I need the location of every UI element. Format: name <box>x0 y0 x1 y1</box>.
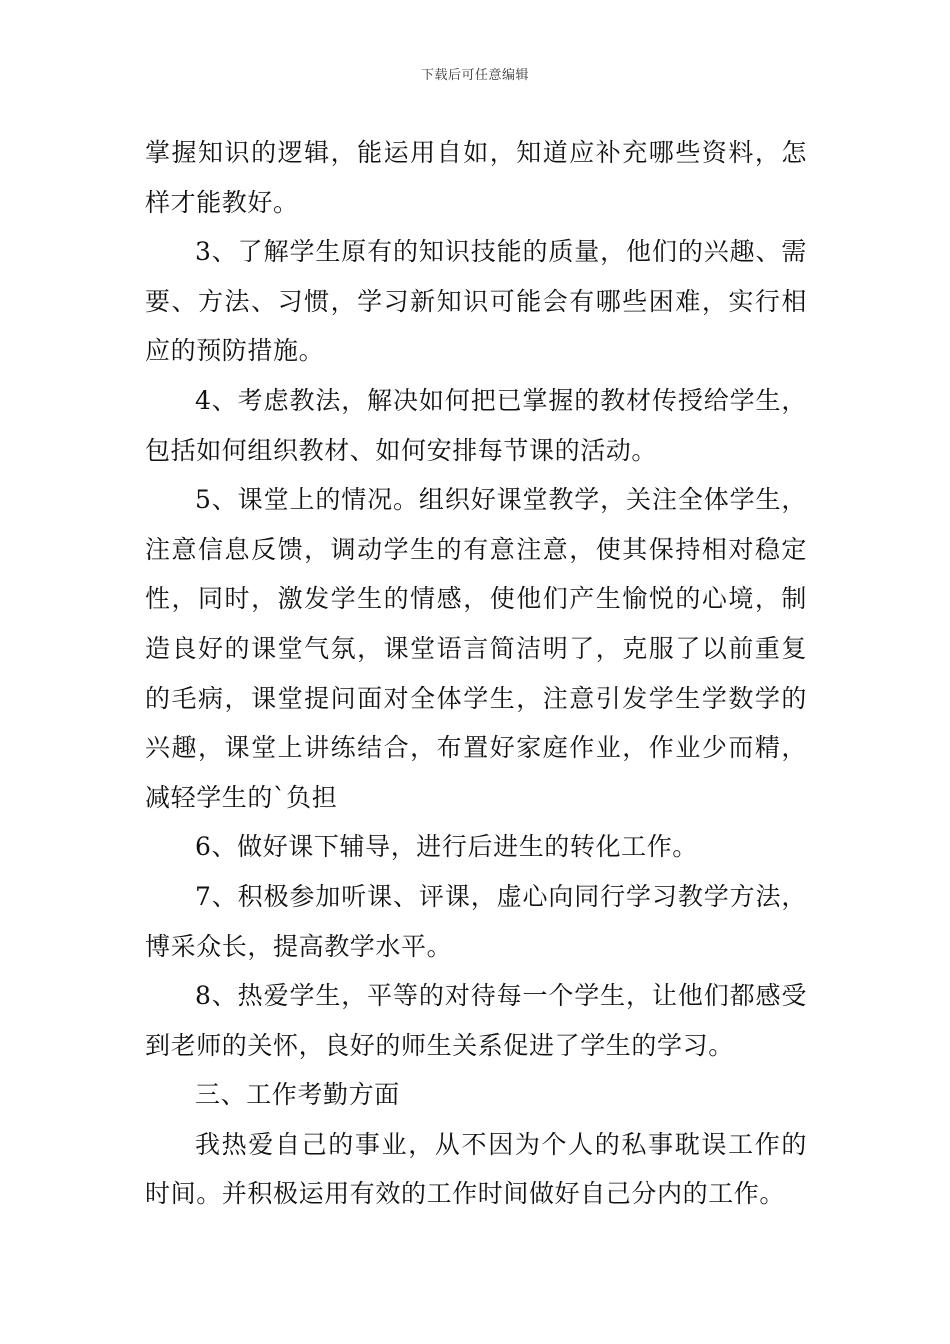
paragraph-item-5: 5、课堂上的情况。组织好课堂教学，关注全体学生，注意信息反馈，调动学生的有意注意，使其保持相对稳定性，同时，激发学生的情感，使他们产生愉悦的心境，制造良好的课堂气氛，课堂语言简洁明了，克服了以前重复的毛病，课堂提问面对全体学生，注意引发学生学数学的兴趣，课堂上讲练结合，布置好家庭作业，作业少而精，减轻学生的`负担 <box>145 485 807 812</box>
paragraph-item-6: 6、做好课下辅导，进行后进生的转化工作。 <box>195 832 698 862</box>
paragraph-item-7: 7、积极参加听课、评课，虚心向同行学习教学方法，博采众长，提高教学水平。 <box>145 881 807 961</box>
paragraph-item-4: 4、考虑教法，解决如何把已掌握的教材传授给学生，包括如何组织教材、如何安排每节课的活动。 <box>145 385 807 465</box>
paragraph-item-8: 8、热爱学生，平等的对待每一个学生，让他们都感受到老师的关怀，良好的师生关系促进了学生的学习。 <box>145 981 807 1060</box>
page-header: 下载后可任意编辑 <box>420 68 529 83</box>
section-heading-attendance: 三、工作考勤方面 <box>195 1080 400 1110</box>
document-body <box>145 128 807 1219</box>
paragraph-attendance: 我热爱自己的事业，从不因为个人的私事耽误工作的时间。并积极运用有效的工作时间做好自己分内的工作。 <box>145 1129 807 1209</box>
paragraph-item-3: 3、了解学生原有的知识技能的质量，他们的兴趣、需要、方法、习惯，学习新知识可能会有哪些困难，实行相应的预防措施。 <box>145 237 807 366</box>
paragraph-continuation: 掌握知识的逻辑，能运用自如，知道应补充哪些资料，怎样才能教好。 <box>145 138 807 217</box>
